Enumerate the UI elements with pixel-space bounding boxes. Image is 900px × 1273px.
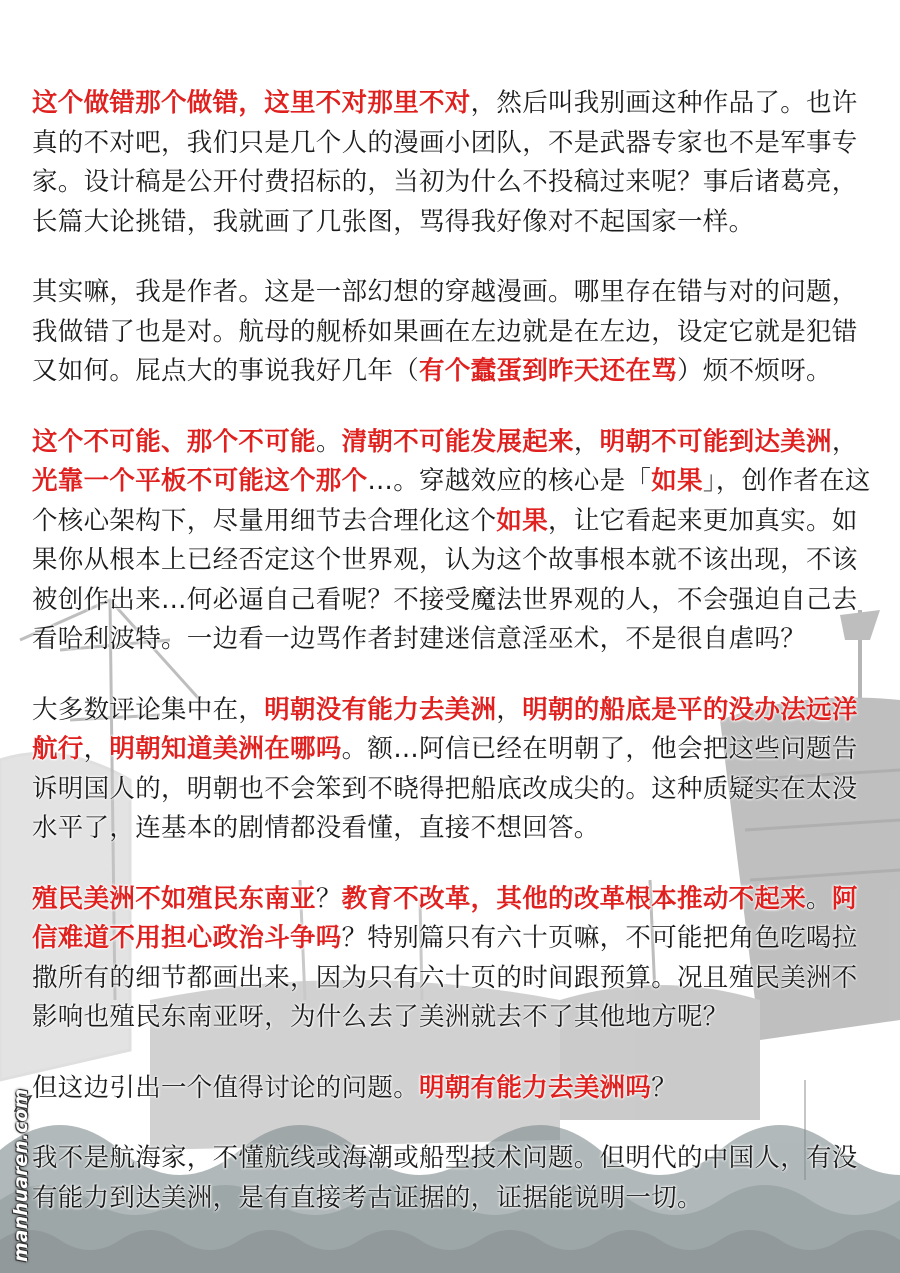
highlighted-text: 明朝不可能到达美洲	[599, 426, 832, 457]
body-text: 。	[806, 883, 832, 914]
author-note	[32, 84, 878, 1249]
site-watermark	[10, 1088, 38, 1262]
highlighted-text: 明朝知道美洲在哪吗	[109, 734, 342, 764]
paragraph	[32, 273, 878, 392]
body-text: 」，创作者在这个核心架构下，尽量用细节去合理化这个	[32, 466, 871, 536]
body-text: 我不是航海家，不懂航线或海潮或船型技术问题。但明代的中国人，有没有能力到达美洲，是有直接考古证据的，证据能说明一切。	[32, 1143, 858, 1213]
body-text: ）烦不烦呀。	[677, 356, 832, 386]
body-text: ，	[573, 426, 600, 457]
highlighted-text: 教育不改革，其他的改革根本推动不起来	[341, 883, 807, 914]
body-text: ，	[83, 734, 110, 764]
body-text: ，	[831, 426, 858, 457]
body-text: 但这边引出一个值得讨论的问题。	[32, 1072, 420, 1103]
highlighted-text: 有个蠢蛋到昨天还在骂	[419, 356, 678, 386]
body-text: 。额…阿信已经在明朝了，他会把这些问题告诉明国人的，明朝也不会笨到不晓得把船底改成尖的。这种质疑实在太没水平了，连基本的剧情都没看懂，直接不想回答。	[32, 734, 858, 843]
paragraph	[32, 691, 878, 849]
body-text: 。	[315, 426, 342, 457]
body-text: …。穿越效应的核心是「	[367, 466, 652, 496]
highlighted-text: 殖民美洲不如殖民东南亚	[32, 883, 316, 914]
paragraph	[32, 1069, 878, 1109]
highlighted-text: 如果	[651, 466, 703, 496]
watermark-text: manhuaren.com	[10, 1088, 32, 1262]
paragraph	[32, 84, 878, 242]
body-text: ，让它看起来更加真实。如果你从根本上已经否定这个世界观，认为这个故事根本就不该出现，不该被创作出来…何必逼自己看呢？不接受魔法世界观的人，不会强迫自己去看哈利波特。一边看一边骂作者封建迷信意淫巫术，不是很自虐吗？	[32, 505, 858, 654]
body-text: ？特别篇只有六十页嘛，不可能把角色吃喝拉撒所有的细节都画出来，因为只有六十页的时间跟预算。况且殖民美洲不影响也殖民东南亚呀，为什么去了美洲就去不了其他地方呢？	[32, 923, 858, 1032]
highlighted-text: 明朝没有能力去美洲	[264, 694, 497, 725]
body-text: ？	[315, 883, 342, 914]
highlighted-text: 阿信难道不用担心政治斗争吗	[32, 883, 858, 953]
paragraph	[32, 1139, 878, 1218]
body-text: ，然后叫我别画这种作品了。也许真的不对吧，我们只是几个人的漫画小团队，不是武器专家也不是军事专家。设计稿是公开付费招标的，当初为什么不投稿过来呢？事后诸葛亮，长篇大论挑错，我就画了几张图，骂得我好像对不起国家一样。	[32, 88, 858, 237]
highlighted-text: 如果	[496, 505, 549, 536]
highlighted-text: 这个不可能、那个不可能	[32, 426, 316, 457]
highlighted-text: 这个做错那个做错，这里不对那里不对	[32, 88, 471, 118]
paragraph	[32, 423, 878, 660]
body-text: ，	[496, 694, 523, 725]
highlighted-text: 清朝不可能发展起来	[341, 426, 574, 457]
body-text: 其实嘛，我是作者。这是一部幻想的穿越漫画。哪里存在错与对的问题，我做错了也是对。航母的舰桥如果画在左边就是在左边，设定它就是犯错又如何。屁点大的事说我好几年（	[32, 277, 858, 386]
highlighted-text: 明朝有能力去美洲吗	[419, 1072, 652, 1103]
highlighted-text: 明朝的船底是平的没办法远洋航行	[32, 694, 858, 764]
body-text: ？	[651, 1072, 678, 1103]
paragraph	[32, 880, 878, 1038]
body-text: 大多数评论集中在，	[32, 694, 265, 725]
highlighted-text: 光靠一个平板不可能这个那个	[32, 466, 368, 496]
